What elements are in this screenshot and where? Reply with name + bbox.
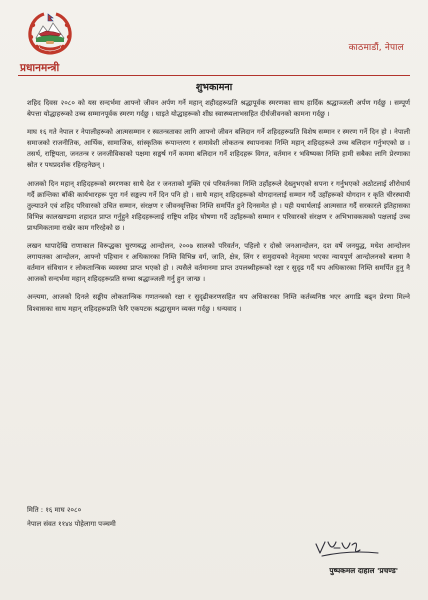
paragraph: अन्त्यमा, आजको दिनले सङ्घीय लोकतान्त्रिक गणतन्त्रको रक्षा र सुदृढीकरणसहित थप अधिकारका निम्ति कर्तव्यनिष्ठ भएर अगाडि बढ्न प्रेरणा मिल्ने विश्वासका साथ महान् शहिदहरूप्रति फेरि एकपटक श्रद्धासुमन व्यक्त गर्दछु । धन्यवाद । xyxy=(27,293,410,313)
emblem-graphic xyxy=(26,12,74,56)
location-text: काठमाडौं, नेपाल xyxy=(348,43,404,53)
handwritten-signature xyxy=(310,536,384,560)
header-divider xyxy=(18,75,410,76)
paragraph: आजको दिन महान् शहिदहरूको स्मरणका साथै देश र जनताको मुक्ति एवं परिवर्तनका निम्ति उहाँहरूले देख्नुभएको सपना र गर्नुभएको अठोटलाई शीरोधार्य गर्दै क्रान्तिका बाँकी कार्यभारहरू पूरा गर्न सङ्कल्प गर्ने दिन पनि हो । साथै महान् शहिदहरूको योगदानलाई सम्मान गर्दै उहाँहरूको योगदान र कृति चीरस्थायी तुल्याउने एवं शहिद परिवारको उचित सम्मान, संरक्षण र जीवनवृत्तिका निम्ति समर्पित हुने दिनसमेत हो । यही यथार्थलाई आत्मसात गर्दै सरकारले इतिहासका विभिन्न कालखण्डमा शहादत प्राप्त गर्नुहुने शहिदहरूलाई राष्ट्रिय शहिद घोषणा गर्दै उहाँहरूको सम्मान र परिवारको संरक्षण र अभिभावकत्वको पक्षलाई उच्च प्राथमिकतामा राखेर काम गरिरहेको छ । xyxy=(27,179,410,232)
nepal-samvat-line: नेपाल संवत ११४४ पोहेलागा पञ्चमी xyxy=(27,520,116,528)
date-line: मिति : १६ माघ २०८० xyxy=(27,506,82,514)
signer-name: पुष्पकमल दाहाल 'प्रचण्ड' xyxy=(329,566,398,575)
paragraph: माघ १६ गते नेपाल र नेपालीहरूको आत्मसम्मान र स्वतन्त्रताका लागि आफ्नो जीवन बलिदान गर्ने शहिदहरूप्रति विशेष सम्मान र स्मरण गर्ने दिन हो । नेपाली समाजको राजनीतिक, आर्थिक, सामाजिक, सांस्कृतिक रूपान्तरण र समावेशी लोकतन्त्र स्थापनाका निम्ति महान् शहिदहरूले उच्च बलिदान गर्नुभएको छ । तसर्थ, राष्ट्रियता, जनतन्त्र र जनजीविकाको पक्षमा सङ्घर्ष गर्ने कममा बलिदान गर्ने शहिदहरू विगत, वर्तमान र भविष्यका निम्ति हामी सबैका लागि प्रेरणाका स्रोत र पथप्रदर्शक रहिरहनेछन् । xyxy=(27,128,410,170)
office-title: प्रधानमन्त्री xyxy=(20,62,60,74)
paragraph: लखन थापादेखि राणाकाल विरूद्धका चुरणबद्ध आन्दोलन, २००७ सालको परिवर्तन, पहिलो र दोस्रो जनआन्दोलन, दश वर्षे जनयुद्ध, मधेश आन्दोलन लगायतका आन्दोलन, आफ्नो पहिचान र अधिकारका निम्ति विभिन्न वर्ग, जाति, क्षेत्र, लिंग र समुदायको नेतृत्वमा भएका न्यायपूर्ण आन्दोलनको बलमा नै वर्तमान संविधान र लोकतान्त्रिक व्यवस्था प्राप्त भएको हो । त्यसैले वर्तमानमा प्राप्त उपलब्धीहरूको रक्षा र सुदृढ गर्दै थप अधिकारका निम्ति समर्पित हुनु नै आजको सन्दर्भमा महान् शहिदहरूप्रति सच्चा श्रद्धाञ्जली गर्नु हुन जान्छ । xyxy=(27,242,410,284)
letter-heading: शुभकामना xyxy=(195,82,233,93)
letter-body xyxy=(27,98,410,322)
paragraph: शहिद दिवस २०८० को यस सन्दर्भमा आफ्नो जीवन अर्पण गर्ने महान् शहीदहरूप्रति श्रद्धापूर्वक स्मरणका साथ हार्दिक श्रद्धाञ्जली अर्पण गर्दछु । सम्पूर्ण बेपत्ता योद्धाहरूको उच्च सम्मानपूर्वक स्मरण गर्दछु । घाइते योद्धाहरूको शीघ्र स्वास्थ्यलाभसहित दीर्घजीवनको कामना गर्दछु । xyxy=(27,99,410,119)
date-block xyxy=(27,503,116,531)
nepal-emblem-icon xyxy=(26,12,74,56)
signature-mark xyxy=(310,536,384,560)
